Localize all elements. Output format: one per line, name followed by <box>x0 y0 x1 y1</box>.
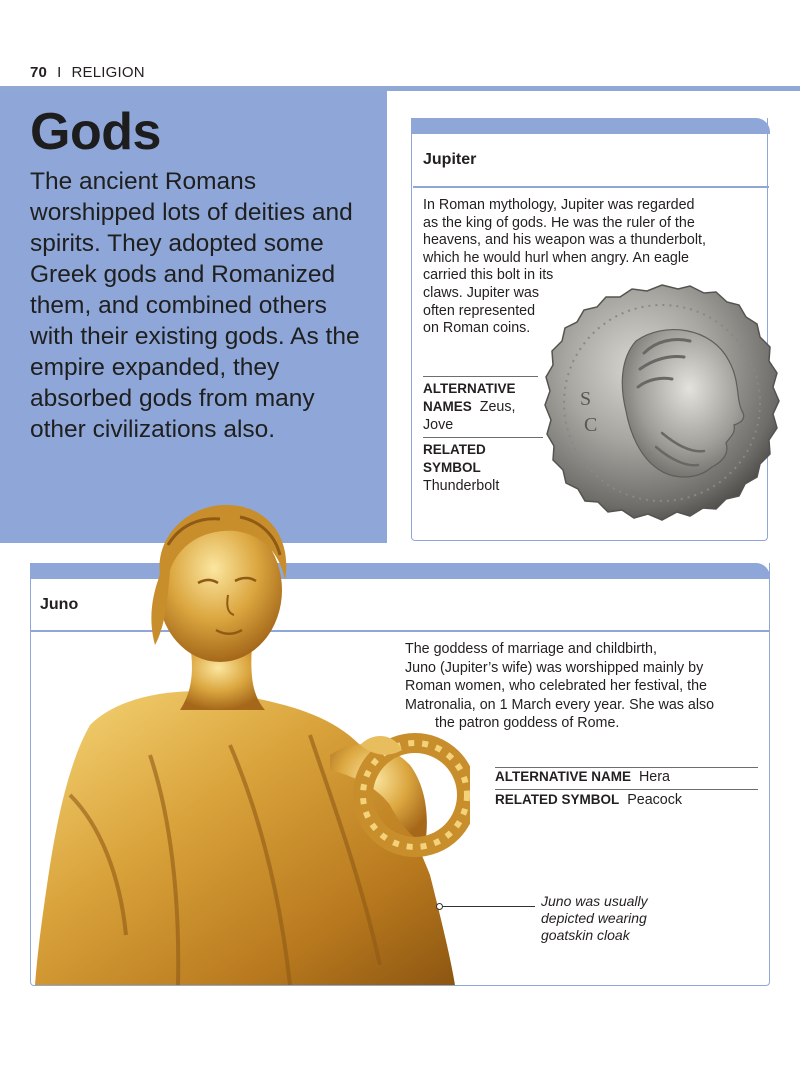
alt-names-value: Jove <box>423 417 454 433</box>
jupiter-desc-line: often represented <box>423 302 536 319</box>
section-name: RELIGION <box>71 64 145 81</box>
jupiter-desc-line: on Roman coins. <box>423 320 531 337</box>
juno-desc-line: The goddess of marriage and childbirth, <box>405 641 657 657</box>
juno-related-symbol <box>495 792 682 808</box>
jupiter-card-tab <box>411 118 770 134</box>
symbol-label: RELATED SYMBOL <box>495 792 620 807</box>
jupiter-desc-line: carried this bolt in its <box>423 267 554 284</box>
symbol-label: SYMBOL <box>423 460 481 475</box>
juno-desc-line: Roman women, who celebrated her festival, the <box>405 678 707 694</box>
caption-line: Juno was usually <box>541 893 648 909</box>
caption-leader-line <box>440 906 535 907</box>
caption-line: depicted wearing <box>541 910 647 926</box>
juno-desc-line: Juno (Jupiter’s wife) was worshipped mainly by <box>405 659 704 676</box>
jupiter-heading: Jupiter <box>423 151 477 168</box>
svg-text:S: S <box>580 388 592 410</box>
running-head <box>30 64 145 81</box>
juno-description <box>405 640 765 733</box>
jupiter-desc-line: which he would hurl when angry. An eagle <box>423 249 689 266</box>
page-number: 70 <box>30 64 48 81</box>
juno-heading: Juno <box>40 596 79 613</box>
symbol-label: RELATED <box>423 442 486 457</box>
symbol-value: Thunderbolt <box>423 478 500 494</box>
juno-facts-rule <box>495 767 758 768</box>
caption-leader-dot <box>436 903 443 910</box>
alt-names-label: NAMES <box>423 399 472 414</box>
alt-names-label: ALTERNATIVE <box>423 381 516 396</box>
coin-illustration <box>544 283 780 523</box>
juno-desc-line: the patron goddess of Rome. <box>435 715 620 731</box>
jupiter-alt-names <box>423 380 548 434</box>
juno-caption <box>541 893 681 944</box>
alt-name-label: ALTERNATIVE NAME <box>495 769 631 784</box>
svg-text:C: C <box>584 414 598 436</box>
jupiter-facts-rule <box>423 376 538 377</box>
jupiter-desc-line: claws. Jupiter was <box>423 284 540 301</box>
juno-desc-line: Matronalia, on 1 March every year. She was also <box>405 696 715 713</box>
jupiter-desc-line: heavens, and his weapon was a thunderbolt, <box>423 232 706 249</box>
jupiter-facts-rule <box>423 437 543 438</box>
alt-name-value: Hera <box>638 769 670 785</box>
page-title: Gods <box>30 103 161 161</box>
header-separator: I <box>57 64 62 81</box>
jupiter-related-symbol <box>423 441 548 495</box>
juno-statue-image <box>30 495 470 985</box>
jupiter-coin-image <box>544 283 780 523</box>
jupiter-desc-line: In Roman mythology, Jupiter was regarded <box>423 197 695 213</box>
juno-alt-name <box>495 769 670 785</box>
statue-illustration <box>30 495 470 985</box>
symbol-value: Peacock <box>627 792 683 808</box>
jupiter-divider <box>413 186 769 188</box>
intro-paragraph: The ancient Romans worshipped lots of deities and spirits. They adopted some Greek gods and Romanized them, and combined others with their existing gods. As the empire expanded, they absorbed gods from many other civilizations also. <box>30 168 360 443</box>
caption-line: goatskin cloak <box>541 927 630 943</box>
alt-names-value: Zeus, <box>479 399 516 415</box>
jupiter-desc-line: as the king of gods. He was the ruler of the <box>423 214 695 231</box>
juno-facts-rule <box>495 789 758 790</box>
